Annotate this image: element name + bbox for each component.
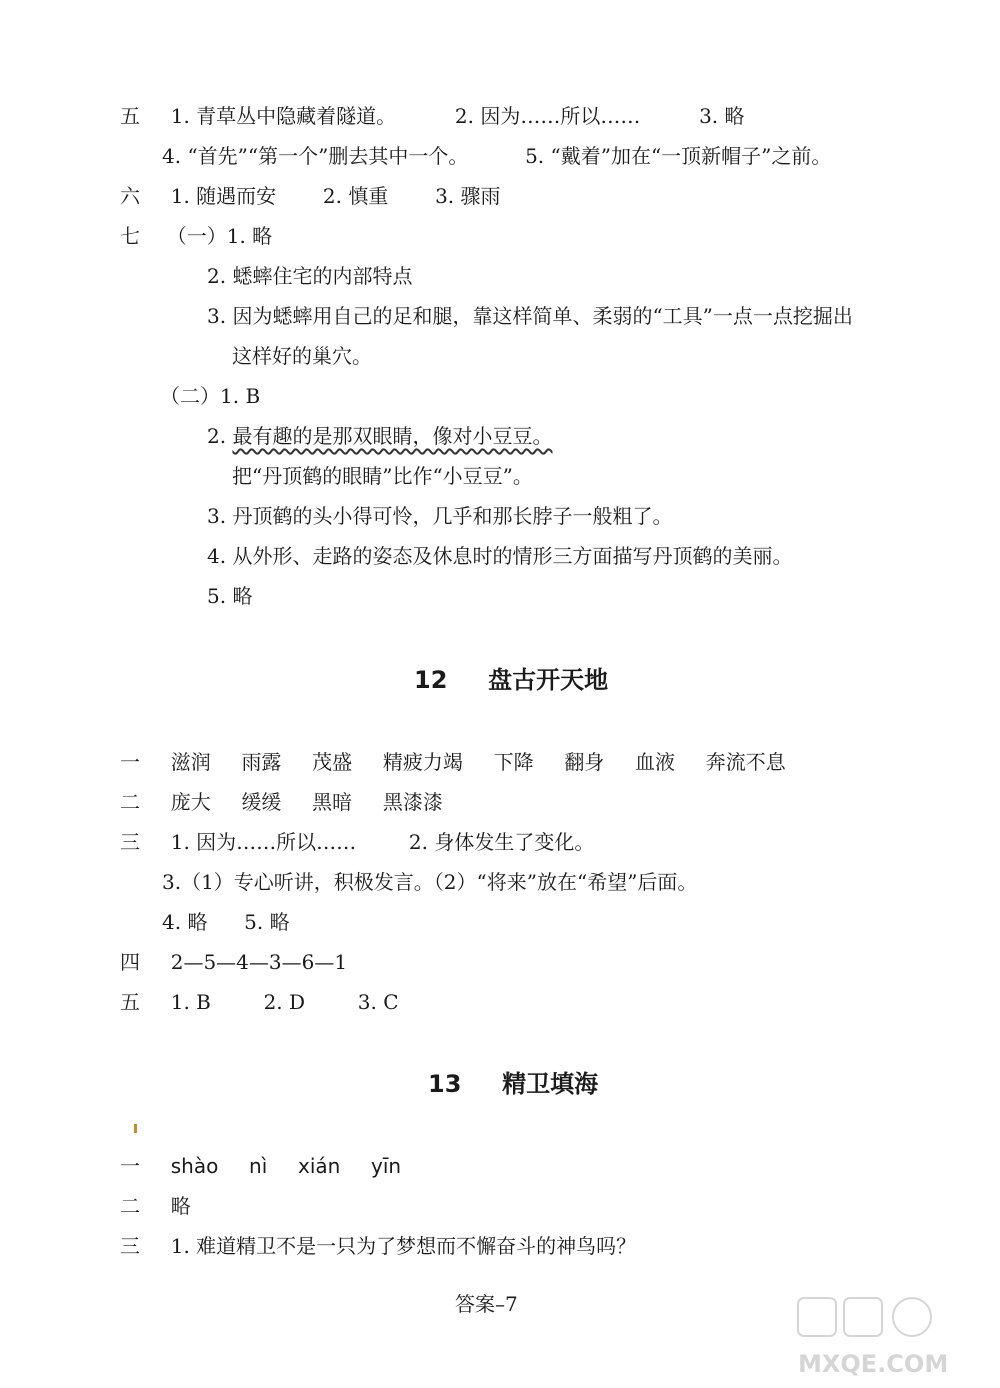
question-number: 三 bbox=[120, 1234, 140, 1258]
s11-q7-p2-label: （二）1. B bbox=[160, 384, 261, 408]
answer-item: 1. 因为……所以…… bbox=[170, 830, 357, 854]
question-number: 二 bbox=[120, 790, 140, 814]
page-number: 答案–7 bbox=[455, 1292, 518, 1316]
answer-item: 4. 略 bbox=[162, 910, 208, 934]
s12-q1-line bbox=[120, 748, 786, 776]
watermark-site-text: MXQE.COM bbox=[798, 1350, 949, 1378]
s11-q7-line1 bbox=[120, 222, 272, 250]
question-number: 五 bbox=[120, 990, 140, 1014]
word-item: 翻身 bbox=[564, 750, 605, 774]
s12-q3-line1 bbox=[120, 828, 594, 856]
word-item: 精疲力竭 bbox=[382, 750, 463, 774]
answer-item: 5. 略 bbox=[244, 910, 290, 934]
answer-item: 2—5—4—3—6—1 bbox=[170, 950, 348, 974]
word-item: 黑暗 bbox=[312, 790, 353, 814]
answer-item: 2. 因为……所以…… bbox=[454, 104, 641, 128]
answer-item: 2. 慎重 bbox=[322, 184, 389, 208]
answer-item: 4. “首先”“第一个”删去其中一个。 bbox=[162, 144, 469, 168]
answer-item: 2. D bbox=[263, 990, 306, 1014]
question-number: 二 bbox=[120, 1194, 140, 1218]
s13-q3-line bbox=[120, 1232, 636, 1260]
word-item: 雨露 bbox=[241, 750, 282, 774]
s12-q2-line bbox=[120, 788, 443, 816]
s11-q7-p1-a3-line1: 3. 因为蟋蟀用自己的足和腿，靠这样简单、柔弱的“工具”一点一点挖掘出 bbox=[207, 304, 853, 328]
question-number: 三 bbox=[120, 830, 140, 854]
word-item: 黑漆漆 bbox=[382, 790, 443, 814]
s11-q6-line bbox=[120, 182, 501, 210]
pinyin-item: yīn bbox=[371, 1154, 402, 1178]
lesson-title-13 bbox=[428, 1068, 598, 1100]
s11-q7-p1-a2: 2. 蟋蟀住宅的内部特点 bbox=[207, 264, 413, 288]
word-item: 庞大 bbox=[170, 790, 211, 814]
lesson-number: 12 bbox=[414, 666, 448, 694]
answer-item: 1. 青草丛中隐藏着隧道。 bbox=[170, 104, 397, 128]
lesson-title-12 bbox=[414, 664, 608, 696]
word-item: 奔流不息 bbox=[705, 750, 786, 774]
answer-item: 略 bbox=[170, 1194, 191, 1218]
question-number: 四 bbox=[120, 950, 140, 974]
word-item: 下降 bbox=[493, 750, 534, 774]
question-number: 七 bbox=[120, 224, 140, 248]
lesson-title: 盘古开天地 bbox=[488, 666, 609, 694]
s11-q7-p2-a2 bbox=[207, 422, 552, 450]
answer-item: 3. 略 bbox=[699, 104, 745, 128]
answer-item: 3. 骤雨 bbox=[435, 184, 501, 208]
answer-item: 1. 难道精卫不是一只为了梦想而不懈奋斗的神鸟吗？ bbox=[170, 1234, 637, 1258]
lesson-title: 精卫填海 bbox=[502, 1070, 599, 1098]
s12-q3-line3 bbox=[162, 908, 290, 936]
question-number: 六 bbox=[120, 184, 140, 208]
s13-q1-line bbox=[120, 1152, 401, 1180]
s11-q5-line2 bbox=[162, 142, 831, 170]
answer-item: 3. C bbox=[357, 990, 399, 1014]
answer-item: （一）1. 略 bbox=[166, 224, 273, 248]
word-item: 缓缓 bbox=[241, 790, 282, 814]
s13-q2-line bbox=[120, 1192, 191, 1220]
s11-q5-line1 bbox=[120, 102, 745, 130]
answer-prefix: 2. bbox=[207, 424, 233, 448]
s11-q7-p1-a3-line2: 这样好的巢穴。 bbox=[232, 344, 372, 368]
pinyin-item: nì bbox=[249, 1154, 268, 1178]
scan-speck bbox=[134, 1124, 137, 1133]
word-item: 滋润 bbox=[170, 750, 211, 774]
pinyin-item: shào bbox=[170, 1154, 219, 1178]
pinyin-item: xián bbox=[297, 1154, 341, 1178]
question-number: 一 bbox=[120, 750, 140, 774]
s12-q5-line bbox=[120, 988, 399, 1016]
question-number: 一 bbox=[120, 1154, 140, 1178]
s11-q7-p2-a4: 4. 从外形、走路的姿态及休息时的情形三方面描写丹顶鹤的美丽。 bbox=[207, 544, 793, 568]
answer-item: 2. 身体发生了变化。 bbox=[408, 830, 595, 854]
watermark-logo bbox=[792, 1292, 992, 1380]
question-number: 五 bbox=[120, 104, 140, 128]
word-item: 血液 bbox=[635, 750, 676, 774]
s12-q3-line2: 3.（1）专心听讲，积极发言。（2）“将来”放在“希望”后面。 bbox=[162, 870, 698, 894]
answer-item: 5. “戴着”加在“一顶新帽子”之前。 bbox=[525, 144, 832, 168]
underlined-sentence: 最有趣的是那双眼睛，像对小豆豆。 bbox=[232, 424, 553, 448]
s12-q4-line bbox=[120, 948, 347, 976]
answer-item: 1. 随遇而安 bbox=[170, 184, 277, 208]
lesson-number: 13 bbox=[428, 1070, 462, 1098]
s11-q7-p2-a5: 5. 略 bbox=[207, 584, 253, 608]
word-item: 茂盛 bbox=[312, 750, 353, 774]
s11-q7-p2-a2-line2: 把“丹顶鹤的眼睛”比作“小豆豆”。 bbox=[232, 464, 533, 488]
answer-item: 1. B bbox=[170, 990, 211, 1014]
s11-q7-p2-a3: 3. 丹顶鹤的头小得可怜，几乎和那长脖子一般粗了。 bbox=[207, 504, 673, 528]
